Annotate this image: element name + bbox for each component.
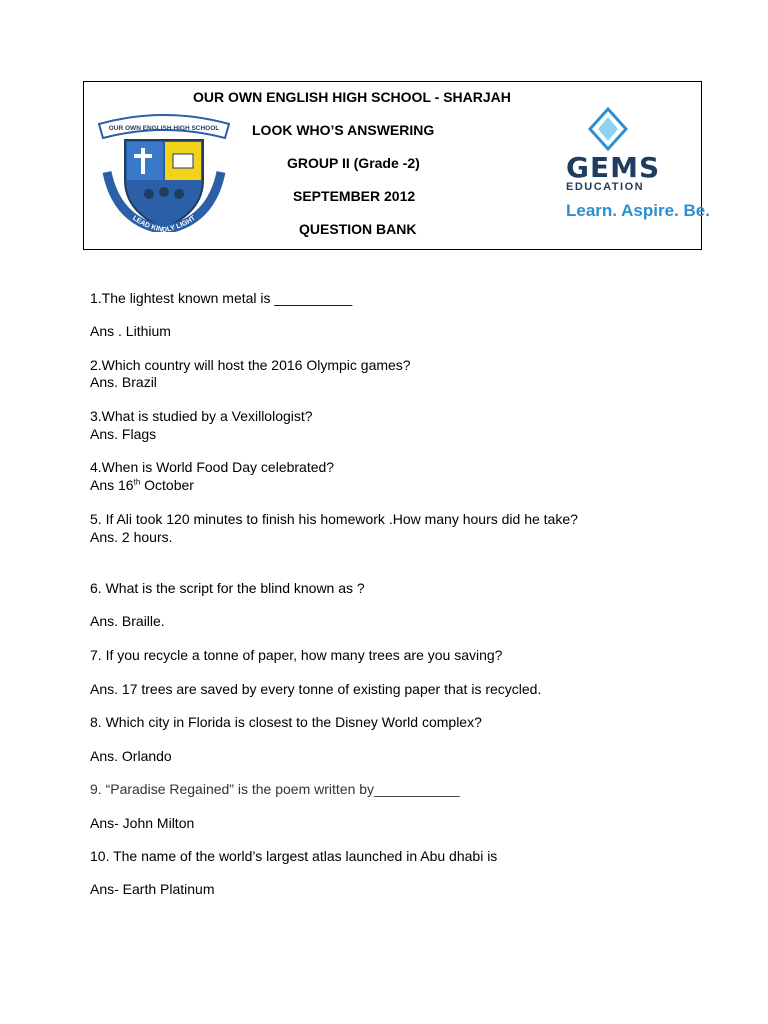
question-4: 4.When is World Food Day celebrated? <box>90 459 335 475</box>
question-5: 5. If Ali took 120 minutes to finish his homework .How many hours did he take? <box>90 511 578 527</box>
answer-8: Ans. Orlando <box>90 748 172 764</box>
gems-wordmark: GEMS <box>566 151 661 184</box>
question-7: 7. If you recycle a tonne of paper, how many trees are you saving? <box>90 647 503 663</box>
gems-diamond-icon <box>588 107 628 151</box>
event-title: LOOK WHO’S ANSWERING <box>252 122 435 138</box>
group-label: GROUP II (Grade -2) <box>287 155 420 171</box>
gems-education-logo <box>558 107 708 225</box>
answer-5: Ans. 2 hours. <box>90 529 173 545</box>
crest-motto: LEAD KINDLY LIGHT <box>131 214 197 232</box>
answer-4 <box>90 477 194 494</box>
doc-title: QUESTION BANK <box>299 221 417 237</box>
gems-tagline: Learn. Aspire. Be. <box>566 201 710 220</box>
answer-4-suffix: th <box>133 477 141 487</box>
answer-1: Ans . Lithium <box>90 323 171 339</box>
date-label: SEPTEMBER 2012 <box>293 188 416 204</box>
crest-text: OUR OWN ENGLISH HIGH SCHOOL <box>108 125 220 132</box>
question-1: 1.The lightest known metal is __________ <box>90 290 353 306</box>
question-8: 8. Which city in Florida is closest to the Disney World complex? <box>90 714 482 730</box>
school-crest-logo <box>97 110 231 232</box>
answer-9: Ans- John Milton <box>90 815 195 831</box>
answer-10: Ans- Earth Platinum <box>90 881 215 897</box>
school-name: OUR OWN ENGLISH HIGH SCHOOL - SHARJAH <box>193 89 511 105</box>
answer-4-month: October <box>140 477 194 493</box>
question-2: 2.Which country will host the 2016 Olympic games? <box>90 357 411 373</box>
question-6: 6. What is the script for the blind known as ? <box>90 580 365 596</box>
answer-2: Ans. Brazil <box>90 374 157 390</box>
answer-4-prefix: Ans 16 <box>90 477 134 493</box>
question-9: 9. “Paradise Regained” is the poem written by___________ <box>90 781 460 797</box>
question-3: 3.What is studied by a Vexillologist? <box>90 408 313 424</box>
header-box <box>83 81 710 250</box>
gems-education-label: EDUCATION <box>566 181 645 193</box>
answer-6: Ans. Braille. <box>90 613 165 629</box>
question-10: 10. The name of the world’s largest atlas launched in Abu dhabi is <box>90 848 498 864</box>
answer-3: Ans. Flags <box>90 426 157 442</box>
answer-7: Ans. 17 trees are saved by every tonne of existing paper that is recycled. <box>90 681 542 697</box>
